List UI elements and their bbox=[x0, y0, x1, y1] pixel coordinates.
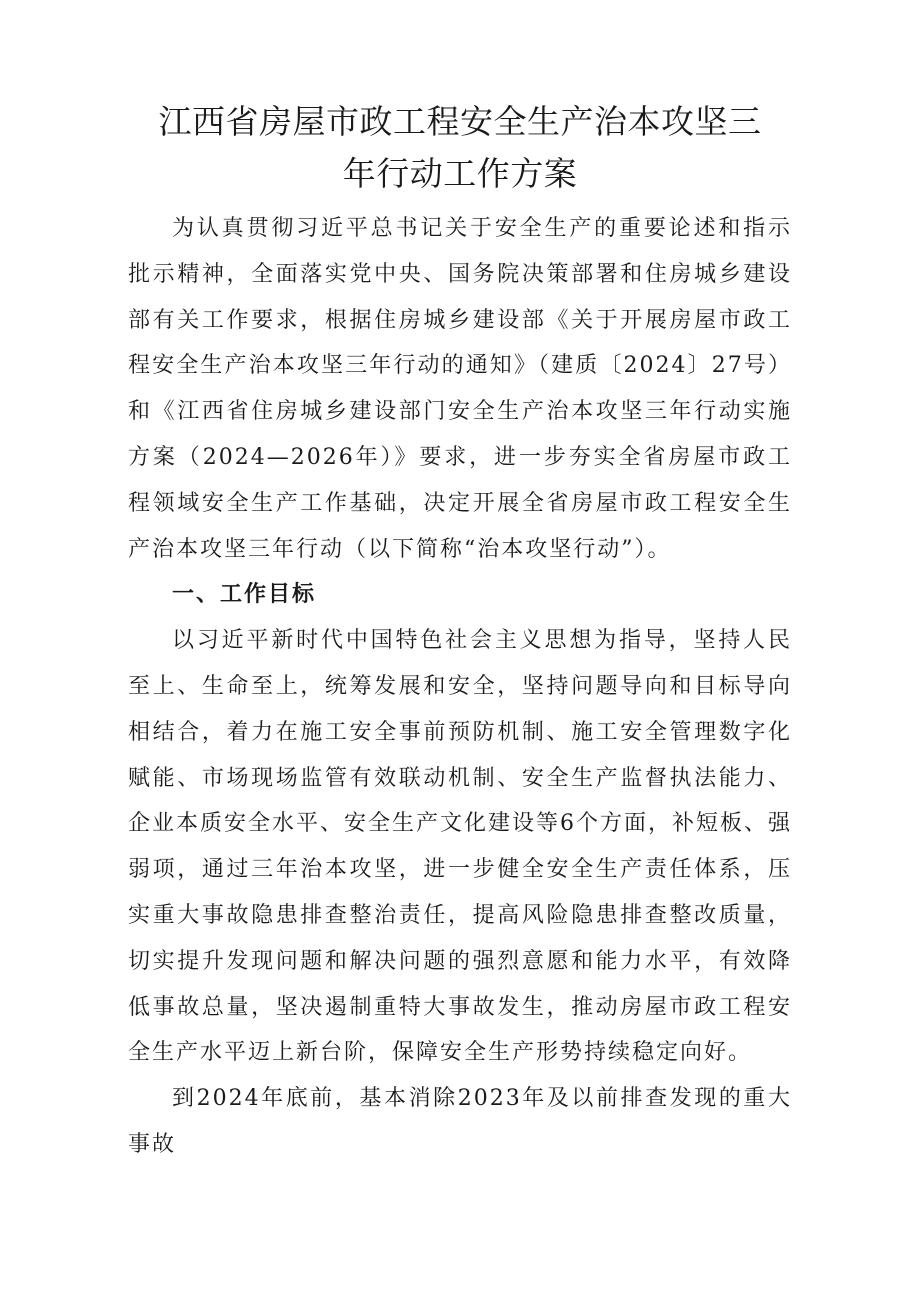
section1-paragraph-2: 到2024年底前，基本消除2023年及以前排查发现的重大事故 bbox=[128, 1086, 792, 1157]
section1-paragraph-1: 以习近平新时代中国特色社会主义思想为指导，坚持人民至上、生命至上，统筹发展和安全，坚持问题导向和目标导向相结合，着力在施工安全事前预防机制、施工安全管理数字化赋能、市场现场监管有效联动机制、安全生产监督执法能力、企业本质安全水平、安全生产文化建设等6个方面，补短板、强弱项，通过三年治本攻坚，进一步健全安全生产责任体系，压实重大事故隐患排查整治责任，提高风险隐患排查整改质量，切实提升发现问题和解决问题的强烈意愿和能力水平，有效降低事故总量，坚决遏制重特大事故发生，推动房屋市政工程安全生产水平迈上新台阶，保障安全生产形势持续稳定向好。 bbox=[128, 628, 792, 1066]
document-body bbox=[128, 206, 792, 1168]
intro-paragraph: 为认真贯彻习近平总书记关于安全生产的重要论述和指示批示精神，全面落实党中央、国务院决策部署和住房城乡建设部有关工作要求，根据住房城乡建设部《关于开展房屋市政工程安全生产治本攻坚三年行动的通知》（建质〔2024〕27号）和《江西省住房城乡建设部门安全生产治本攻坚三年行动实施方案（2024—2026年）》要求，进一步夯实全省房屋市政工程领域安全生产工作基础，决定开展全省房屋市政工程安全生产治本攻坚三年行动（以下简称“治本攻坚行动”）。 bbox=[128, 216, 792, 562]
section-heading-work-goals: 一、工作目标 bbox=[172, 582, 317, 608]
title-line-1: 江西省房屋市政工程安全生产治本攻坚三 bbox=[158, 102, 762, 141]
document-title bbox=[128, 96, 792, 200]
title-line-2: 年行动工作方案 bbox=[342, 154, 578, 193]
